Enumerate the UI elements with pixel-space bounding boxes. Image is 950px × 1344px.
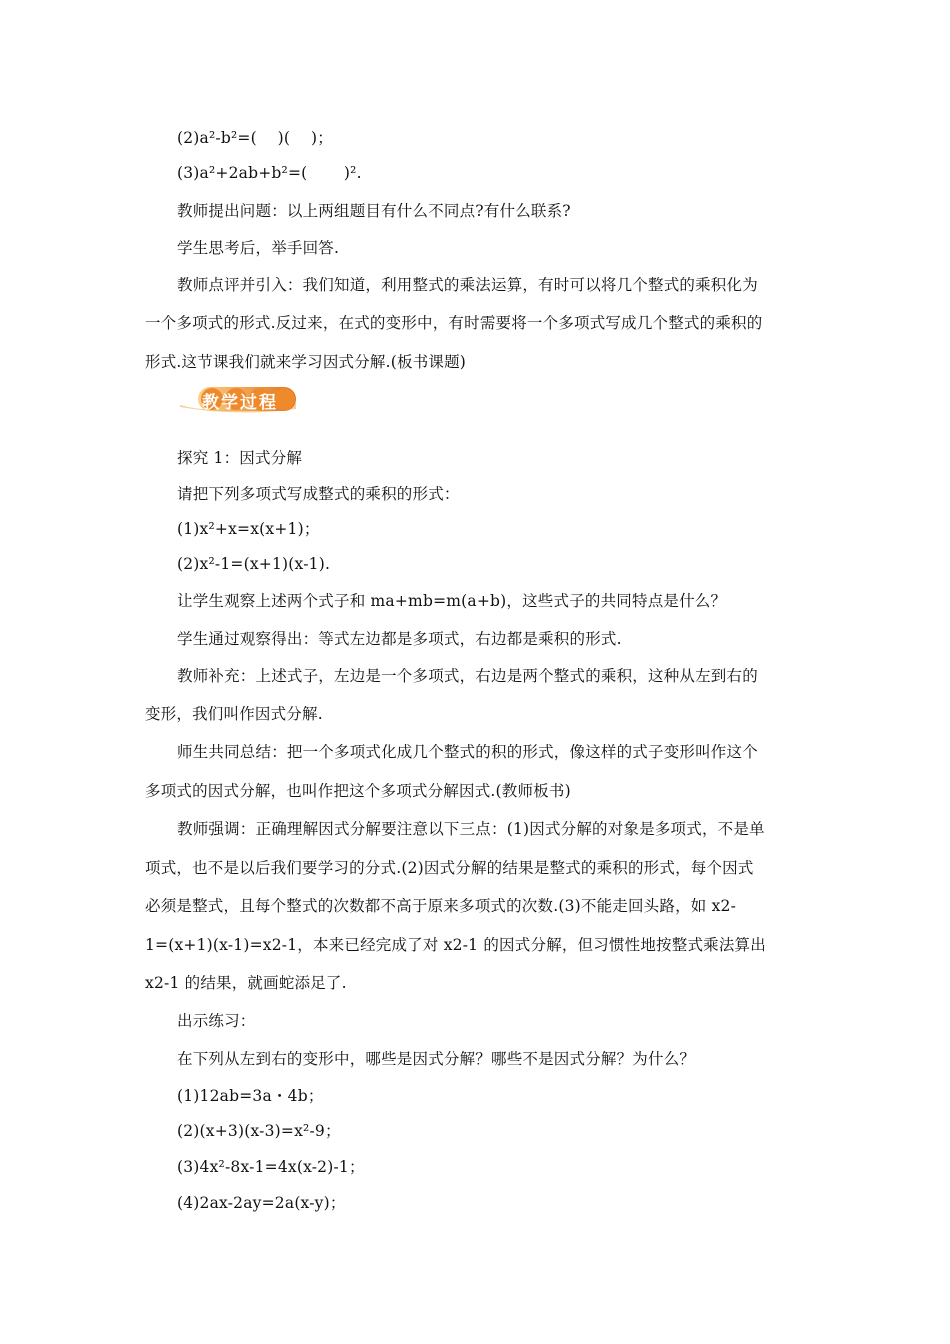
equation-line: (1)x²+x=x(x+1)； <box>177 520 320 538</box>
paragraph-line: 形式.这节课我们就来学习因式分解.(板书课题) <box>145 353 467 371</box>
paragraph-line: x2-1 的结果，就画蛇添足了. <box>145 974 347 992</box>
equation-line: (2)(x+3)(x-3)=x²-9； <box>177 1122 341 1140</box>
paragraph-line: 多项式的因式分解，也叫作把这个多项式分解因式.(教师板书) <box>145 782 571 800</box>
equation-line: (4)2ax-2ay=2a(x-y)； <box>177 1194 346 1212</box>
paragraph-line: 教师补充：上述式子，左边是一个多项式，右边是两个整式的乘积，这种从左到右的 <box>177 667 758 685</box>
paragraph-line: 变形，我们叫作因式分解. <box>145 705 323 723</box>
equation-line: (3)4x²-8x-1=4x(x-2)-1； <box>177 1158 365 1176</box>
paragraph-line: 学生思考后，举手回答. <box>177 239 340 257</box>
paragraph-line: 让学生观察上述两个式子和 ma+mb=m(a+b)，这些式子的共同特点是什么？ <box>177 592 727 610</box>
paragraph-line: 学生通过观察得出：等式左边都是多项式，右边都是乘积的形式. <box>177 630 622 648</box>
paragraph-line: 请把下列多项式写成整式的乘积的形式： <box>177 485 460 503</box>
paragraph-line: 必须是整式，且每个整式的次数都不高于原来多项式的次数.(3)不能走回头路，如 x2- <box>145 897 737 915</box>
paragraph-line: 一个多项式的形式.反过来，在式的变形中，有时需要将一个多项式写成几个整式的乘积的 <box>145 314 763 332</box>
paragraph-line: 师生共同总结：把一个多项式化成几个整式的积的形式，像这样的式子变形叫作这个 <box>177 743 758 761</box>
equation-line: (2)a²-b²=( )( )； <box>177 129 333 147</box>
equation-line: (2)x²-1=(x+1)(x-1). <box>177 555 331 573</box>
paragraph-line: 教师强调：正确理解因式分解要注意以下三点：(1)因式分解的对象是多项式，不是单 <box>177 820 765 838</box>
paragraph-line: 1=(x+1)(x-1)=x2-1，本来已经完成了对 x2-1 的因式分解，但习惯性地按整式乘法算出 <box>145 936 766 954</box>
equation-line: (3)a²+2ab+b²=( )². <box>177 164 362 182</box>
paragraph-line: 教师提出问题：以上两组题目有什么不同点?有什么联系? <box>177 202 571 220</box>
equation-line: (1)12ab=3a・4b； <box>177 1087 324 1105</box>
section-badge <box>178 383 298 417</box>
paragraph-line: 项式，也不是以后我们要学习的分式.(2)因式分解的结果是整式的乘积的形式，每个因式 <box>145 859 754 877</box>
section-badge-label: 教学过程 <box>202 393 278 413</box>
paragraph-line: 出示练习： <box>177 1012 256 1030</box>
section-heading: 探究 1：因式分解 <box>177 449 303 467</box>
paragraph-line: 在下列从左到右的变形中，哪些是因式分解？哪些不是因式分解？为什么？ <box>177 1050 696 1068</box>
paragraph-line: 教师点评并引入：我们知道，利用整式的乘法运算，有时可以将几个整式的乘积化为 <box>177 276 758 294</box>
